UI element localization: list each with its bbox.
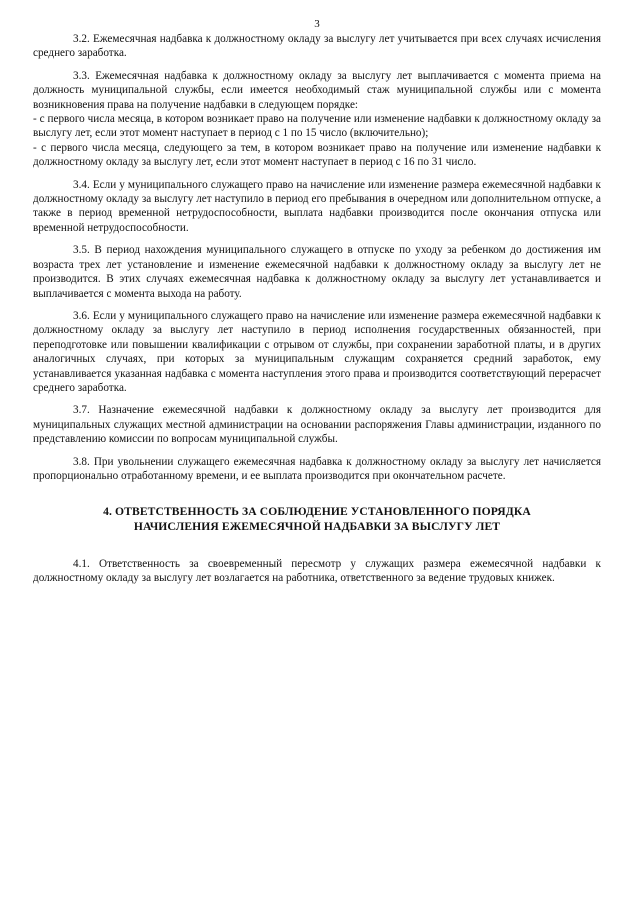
section-heading	[33, 505, 601, 534]
paragraph-3-4: 3.4. Если у муниципального служащего право на начисление или изменение размера ежемесячной надбавки к должностному окладу за выслугу лет наступило в период его пребывания в очередном или дополнительном отпуске, а также в период временной нетрудоспособности, выплата надбавки производится после окончания отпуска или временной нетрудоспособности.	[33, 178, 601, 234]
page-number: 3	[314, 18, 320, 30]
paragraph-3-7: 3.7. Назначение ежемесячной надбавки к должностному окладу за выслугу лет производится для муниципальных служащих местной администрации на основании распоряжения Главы администрации, изданного по представлению комиссии по вопросам муниципальной службы.	[33, 404, 601, 446]
section-heading-line-2: НАЧИСЛЕНИЯ ЕЖЕМЕСЯЧНОЙ НАДБАВКИ ЗА ВЫСЛУГУ ЛЕТ	[133, 519, 501, 533]
paragraph-3-6: 3.6. Если у муниципального служащего право на начисление или изменение размера ежемесячной надбавки к должностному окладу за выслугу лет наступило в период исполнения государственных обязанностей, при переподготовке или повышении квалификации с отрывом от службы, при сохранении заработной платы, и в других аналогичных случаях, при которых за муниципальным служащим сохраняется средний заработок, ему устанавливается указанная надбавка с момента наступления этого права и производится соответствующий перерасчет среднего заработка.	[33, 309, 601, 394]
paragraph-3-3-block	[33, 69, 601, 170]
section-heading-line-1: 4. ОТВЕТСТВЕННОСТЬ ЗА СОБЛЮДЕНИЕ УСТАНОВЛЕННОГО ПОРЯДКА	[103, 505, 531, 519]
paragraph-3-8: 3.8. При увольнении служащего ежемесячная надбавка к должностному окладу за выслугу лет начисляется пропорционально отработанному времени, и ее выплата производится при окончательном расчете.	[33, 455, 601, 482]
paragraph-3-3: 3.3. Ежемесячная надбавка к должностному окладу за выслугу лет выплачивается с момента приема на должность муниципальной службы, если имеется необходимый стаж муниципальной службы или с момента возникновения права на получение надбавки в следующем порядке:	[33, 69, 601, 111]
paragraph-4-1: 4.1. Ответственность за своевременный пересмотр у служащих размера ежемесячной надбавки к должностному окладу за выслугу лет возлагается на работника, ответственного за ведение трудовых книжек.	[33, 557, 601, 584]
list-item: - с первого числа месяца, в котором возникает право на получение или изменение надбавки к должностному окладу за выслугу лет, если этот момент наступает в период с 1 по 15 число (включительно);	[33, 113, 601, 140]
paragraph-3-5: 3.5. В период нахождения муниципального служащего в отпуске по уходу за ребенком до достижения им возраста трех лет установление и изменение ежемесячной надбавки к должностному окладу за выслугу лет не производится. В этих случаях ежемесячная надбавка к должностному окладу за выслугу лет устанавливается и выплачивается с момента выхода на работу.	[33, 244, 601, 300]
list-item: - с первого числа месяца, следующего за тем, в котором возникает право на получение или изменение надбавки к должностному окладу за выслугу лет, если этот момент наступает в период с 16 по 31 число.	[33, 141, 601, 169]
paragraph-3-2: 3.2. Ежемесячная надбавка к должностному окладу за выслугу лет учитывается при всех случаях исчисления среднего заработка.	[33, 33, 601, 60]
